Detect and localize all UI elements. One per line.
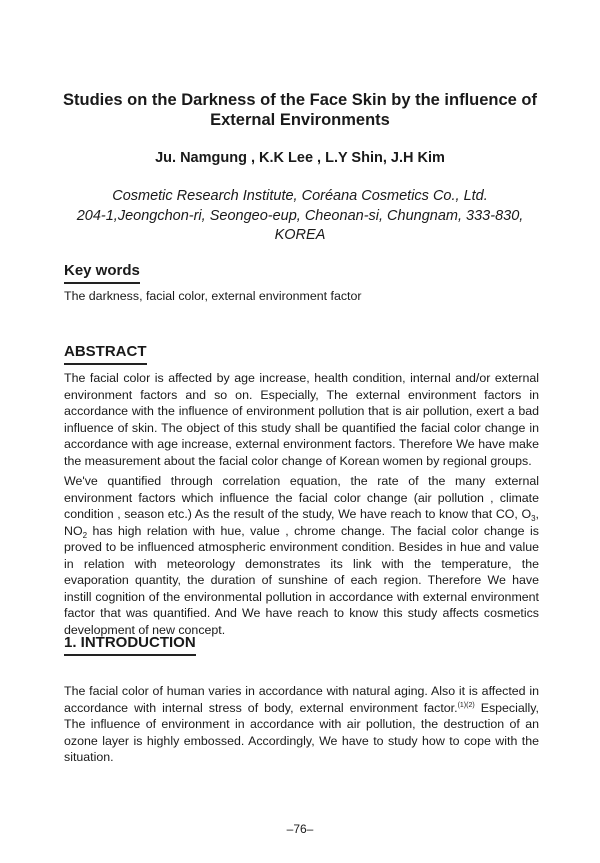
title-line-2: External Environments xyxy=(210,111,390,129)
page-number: –76– xyxy=(286,822,314,836)
introduction-heading xyxy=(64,634,196,658)
introduction-heading-text: 1. INTRODUCTION xyxy=(64,634,196,651)
abstract-heading-text: ABSTRACT xyxy=(64,343,147,360)
abstract-paragraph-1: The facial color is affected by age increase, health condition, internal and/or external environment factors and so on. Especially, The external environment factors in accordance with the influence of environment pollution that is air pollution, exert a bad influence of skin. The object of this study shall be quantified the facial color change in accordance with age increase, external environment factors. Therefore We have make the measurement about the facial color change of Korean women by regional groups. xyxy=(64,371,539,468)
affiliation-line-3: KOREA xyxy=(274,227,326,243)
affiliation xyxy=(40,187,560,246)
affiliation-line-2: 204-1,Jeongchon-ri, Seongeo-eup, Cheonan-si, Chungnam, 333-830, xyxy=(76,207,524,224)
citation-superscript: (1)(2) xyxy=(457,701,475,709)
paper-title xyxy=(40,90,560,130)
abstract-p2-text-1: We've quantified through correlation equation, the rate of the many external environment factors which influence the facial color change (air pollution , climate condition , season etc.) As the result of the study, We have reach to know that CO, O xyxy=(64,474,539,521)
affiliation-line-1: Cosmetic Research Institute, Coréana Cosmetics Co., Ltd. xyxy=(112,188,488,204)
keywords-heading xyxy=(64,262,140,286)
ozone-subscript: 3 xyxy=(531,514,536,523)
abstract-p2-text-3: has high relation with hue, value , chrome change. The facial color change is proved to be influenced atmospheric environment condition. Besides in hue and value in relation with meteorology demonstrates its link with the temperature, the evaporation quantity, the duration of sunshine of each region. Therefore We have instill cognition of the environmental pollution in accordance with external environment factor that was quantified. And We have reach to know this study affects cosmetics development of new concept. xyxy=(64,523,539,637)
abstract-p2-text-2: , NO xyxy=(64,507,539,538)
intro-text-1: The facial color of human varies in accordance with natural aging. Also it is affected in accordance with internal stress of body, external environment factor. xyxy=(64,684,539,715)
abstract-paragraph-2 xyxy=(64,473,539,638)
introduction-underline xyxy=(64,654,196,656)
intro-text-2: Especially, The influence of environment in accordance with air pollution, the destruction of an ozone layer is highly embossed. Accordingly, We have to study how to cope with the situation. xyxy=(64,700,539,764)
title-line-1: Studies on the Darkness of the Face Skin by the influence of xyxy=(62,91,537,109)
keywords-underline xyxy=(64,282,140,284)
keywords-heading-text: Key words xyxy=(64,262,140,279)
abstract-underline xyxy=(64,363,147,365)
abstract-heading xyxy=(64,343,147,367)
keywords-text: The darkness, facial color, external environment factor xyxy=(64,289,362,303)
author-list: Ju. Namgung , K.K Lee , L.Y Shin, J.H Kim xyxy=(155,150,445,166)
no2-subscript: 2 xyxy=(82,530,88,540)
introduction-paragraph xyxy=(64,683,539,766)
